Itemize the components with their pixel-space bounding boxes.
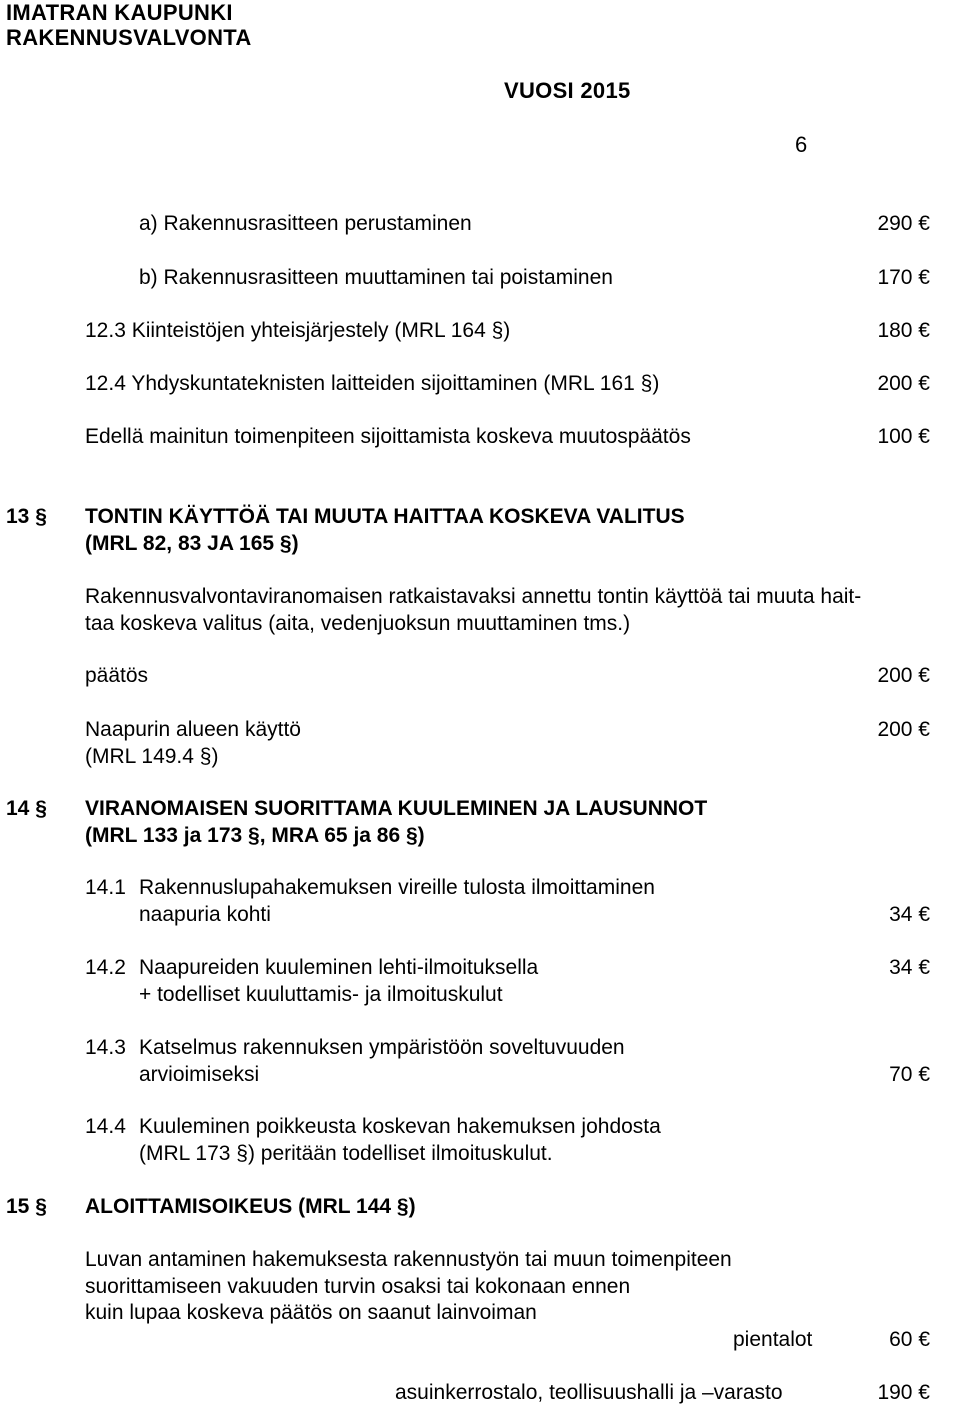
item-12-3-price: 180 € <box>877 319 930 342</box>
section-14-title: VIRANOMAISEN SUORITTAMA KUULEMINEN JA LAUSUNNOT <box>85 797 708 820</box>
pientalot-label: pientalot <box>733 1328 813 1351</box>
item-14-3-line1: Katselmus rakennuksen ympäristöön soveltuvuuden <box>139 1036 625 1059</box>
naapuri-label-ref: (MRL 149.4 §) <box>85 745 219 768</box>
naapuri-label: Naapurin alueen käyttö <box>85 718 301 741</box>
item-14-2-number: 14.2 <box>85 956 126 979</box>
section-13-description-line2: taa koskeva valitus (aita, vedenjuoksun muuttaminen tms.) <box>85 612 631 635</box>
section-13-description-line1: Rakennusvalvontaviranomaisen ratkaistavaksi annettu tontin käyttöä tai muuta hait- <box>85 585 862 608</box>
header-organization: IMATRAN KAUPUNKI <box>6 0 233 25</box>
section-13-title: TONTIN KÄYTTÖÄ TAI MUUTA HAITTAA KOSKEVA VALITUS <box>85 505 685 528</box>
item-14-1-number: 14.1 <box>85 876 126 899</box>
section-14-title-ref: (MRL 133 ja 173 §, MRA 65 ja 86 §) <box>85 824 425 847</box>
item-14-1-line1: Rakennuslupahakemuksen vireille tulosta ilmoittaminen <box>139 876 655 899</box>
paatos-label: päätös <box>85 664 149 687</box>
section-13-number: 13 § <box>6 505 47 528</box>
item-14-4-line2: (MRL 173 §) peritään todelliset ilmoituskulut. <box>139 1142 553 1165</box>
section-15-description-line2: suorittamiseen vakuuden turvin osaksi tai kokonaan ennen <box>85 1275 631 1298</box>
section-15-number: 15 § <box>6 1195 47 1218</box>
section-13-title-ref: (MRL 82, 83 JA 165 §) <box>85 532 299 555</box>
item-b-label: b) Rakennusrasitteen muuttaminen tai poistaminen <box>139 266 613 289</box>
item-edella-price: 100 € <box>877 425 930 448</box>
item-14-2-line2: + todelliset kuuluttamis- ja ilmoituskulut <box>139 983 503 1006</box>
item-14-4-line1: Kuuleminen poikkeusta koskevan hakemuksen johdosta <box>139 1115 661 1138</box>
item-14-4-number: 14.4 <box>85 1115 126 1138</box>
section-14-number: 14 § <box>6 797 47 820</box>
item-14-1-line2: naapuria kohti <box>139 903 271 926</box>
item-b-price: 170 € <box>877 266 930 289</box>
page-number: 6 <box>795 132 808 157</box>
item-a-label: a) Rakennusrasitteen perustaminen <box>139 212 472 235</box>
item-14-3-number: 14.3 <box>85 1036 126 1059</box>
item-14-2-price: 34 € <box>889 956 930 979</box>
item-12-4-label: 12.4 Yhdyskuntateknisten laitteiden sijoittaminen (MRL 161 §) <box>85 372 660 395</box>
naapuri-price: 200 € <box>877 718 930 741</box>
item-14-1-price: 34 € <box>889 903 930 926</box>
section-15-title: ALOITTAMISOIKEUS (MRL 144 §) <box>85 1195 416 1218</box>
paatos-price: 200 € <box>877 664 930 687</box>
item-14-3-line2: arvioimiseksi <box>139 1063 260 1086</box>
asuinkerrostalo-price: 190 € <box>877 1381 930 1404</box>
item-14-2-line1: Naapureiden kuuleminen lehti-ilmoituksella <box>139 956 539 979</box>
item-a-price: 290 € <box>877 212 930 235</box>
pientalot-price: 60 € <box>889 1328 930 1351</box>
asuinkerrostalo-label: asuinkerrostalo, teollisuushalli ja –varasto <box>395 1381 783 1404</box>
item-14-3-price: 70 € <box>889 1063 930 1086</box>
header-year: VUOSI 2015 <box>504 78 631 103</box>
section-15-description-line1: Luvan antaminen hakemuksesta rakennustyön tai muun toimenpiteen <box>85 1248 732 1271</box>
header-department: RAKENNUSVALVONTA <box>6 25 252 50</box>
item-edella-label: Edellä mainitun toimenpiteen sijoittamista koskeva muutospäätös <box>85 425 691 448</box>
item-12-4-price: 200 € <box>877 372 930 395</box>
section-15-description-line3: kuin lupaa koskeva päätös on saanut lainvoiman <box>85 1301 537 1324</box>
item-12-3-label: 12.3 Kiinteistöjen yhteisjärjestely (MRL 164 §) <box>85 319 511 342</box>
